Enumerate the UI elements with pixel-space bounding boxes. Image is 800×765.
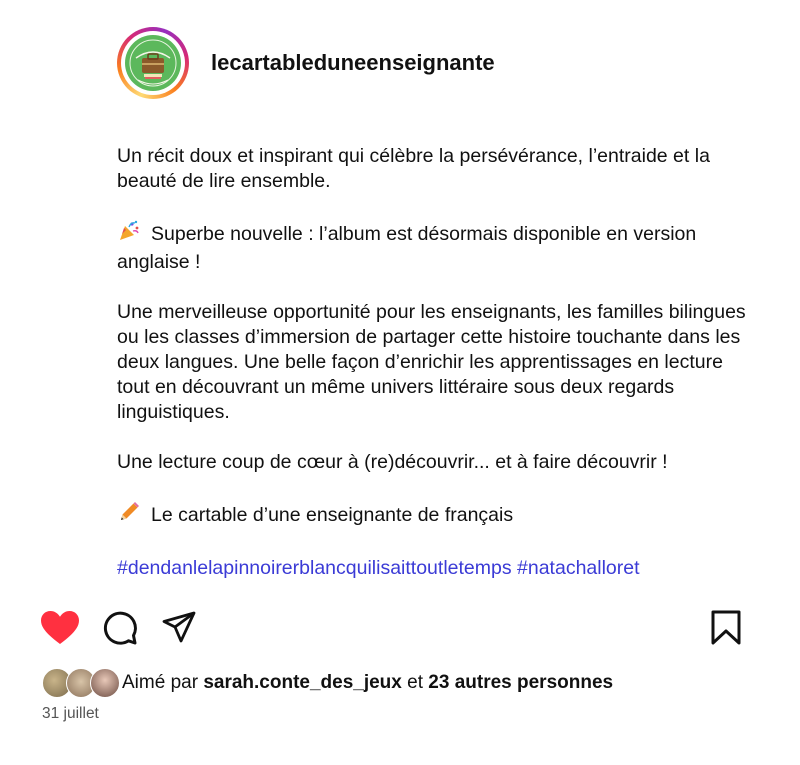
hashtag-links[interactable]: #dendanlelapinnoirerblancquilisaittoutletemps #natachalloret xyxy=(117,557,640,579)
post-actions xyxy=(40,608,745,648)
caption-paragraph: Une lecture coup de cœur à (re)découvrir... et à faire découvrir ! xyxy=(117,451,668,473)
profile-avatar[interactable] xyxy=(117,27,189,99)
cartable-logo-icon xyxy=(124,34,182,92)
username[interactable]: lecartableduneenseignante xyxy=(211,50,495,75)
heart-filled-icon xyxy=(40,610,80,646)
likes-others[interactable]: 23 autres personnes xyxy=(428,672,614,693)
bookmark-icon xyxy=(710,610,742,646)
caption-text: Superbe nouvelle : l’album est désormais disponible en version anglaise ! xyxy=(117,223,697,273)
avatar xyxy=(90,668,120,698)
party-popper-icon xyxy=(117,219,141,250)
comment-bubble-icon xyxy=(102,610,138,646)
caption-text: Le cartable d’une enseignante de français xyxy=(151,504,514,526)
post-caption xyxy=(117,144,747,584)
paper-plane-icon xyxy=(161,610,197,646)
likes-text[interactable] xyxy=(122,672,613,694)
liker-username[interactable]: sarah.conte_des_jeux xyxy=(203,672,402,693)
likes-connector: et xyxy=(407,672,423,693)
liker-avatars[interactable] xyxy=(42,668,120,698)
comment-button[interactable] xyxy=(102,610,138,646)
likes-summary xyxy=(42,668,613,698)
caption-paragraph: Un récit doux et inspirant qui célèbre la persévérance, l’entraide et la beauté de lire ensemble. xyxy=(117,145,710,192)
caption-paragraph-announcement xyxy=(117,219,747,275)
like-button[interactable] xyxy=(40,610,80,646)
post-date: 31 juillet xyxy=(42,705,99,722)
caption-paragraph: Une merveilleuse opportunité pour les enseignants, les familles bilingues ou les classes d’immersion de partager cette histoire touchante dans les deux langues. Une belle façon d’enrichir les apprentissages en lecture tout en découvrant un même univers littéraire sous deux regards linguistiques. xyxy=(117,301,746,423)
caption-paragraph-signature xyxy=(117,500,747,531)
share-button[interactable] xyxy=(161,610,197,646)
likes-prefix: Aimé par xyxy=(122,672,199,693)
profile-logo xyxy=(121,31,185,95)
post-header xyxy=(117,27,495,99)
save-button[interactable] xyxy=(710,610,742,646)
pencil-icon xyxy=(117,500,141,531)
